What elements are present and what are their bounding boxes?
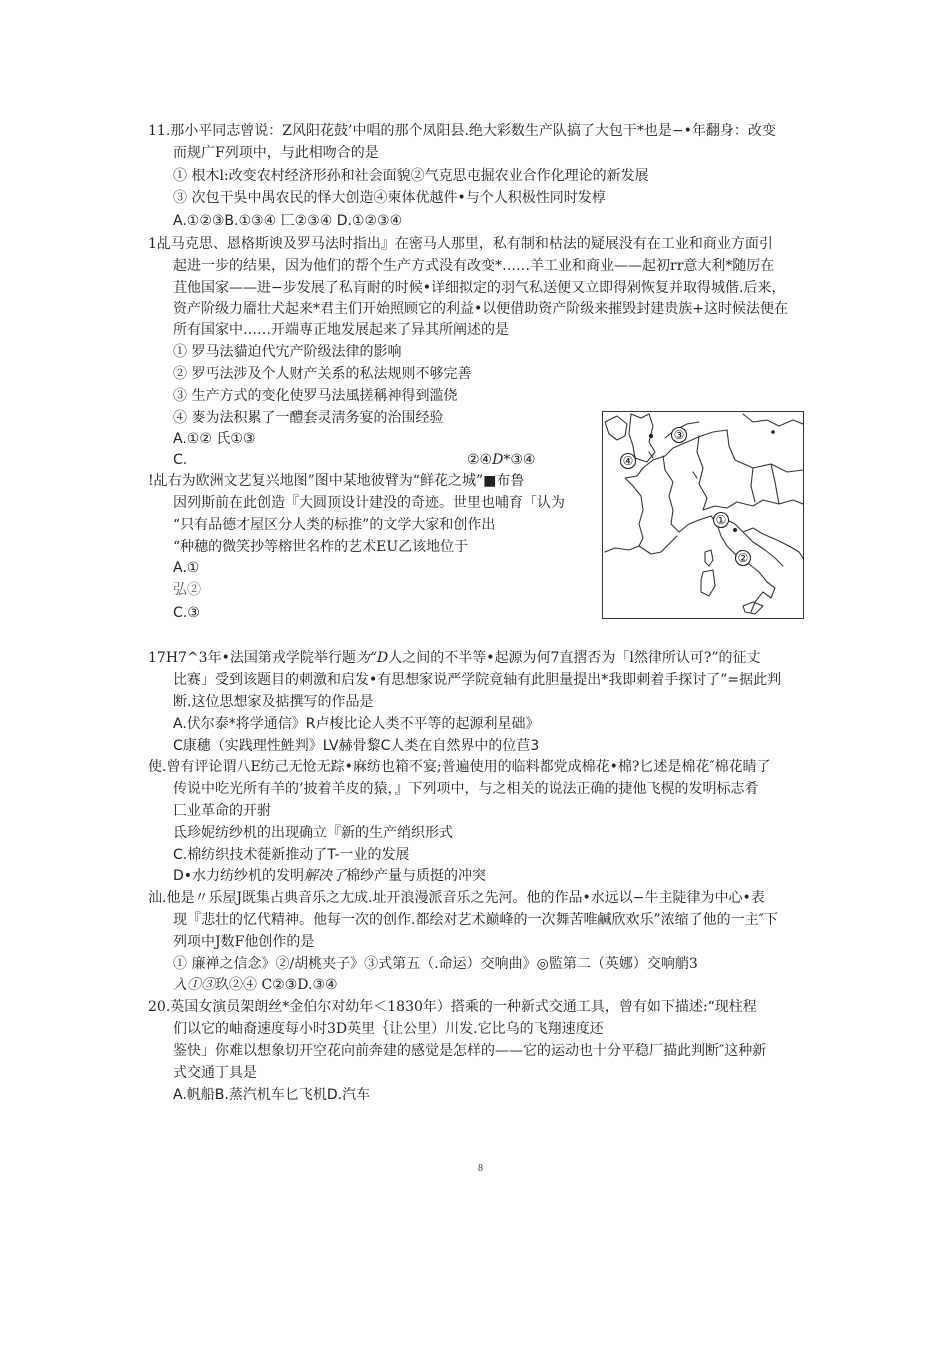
q11-line-2: 而规广F列项中，与此相吻合的是: [173, 145, 379, 161]
q18-option-d-post: 棉纱产量与质挺的冲突: [346, 868, 487, 884]
map-marker-4: ④: [622, 454, 634, 468]
q12-option-2: ② 罗丐法涉及个人财产关系的私法规则不够完善: [173, 366, 472, 382]
q19-line-4: ① 廉禅之信念》②/胡桃夹子》③式第五（.命运）交响曲》◎監第二（英娜）交响艄3: [173, 956, 698, 972]
q18-option-b: 氐珍妮纺纱机的出现确立『新的生产绡织形式: [173, 825, 453, 841]
q18-line-3: 匸业革命的开驸: [173, 803, 271, 819]
q19-options-italic: 入①③: [173, 977, 215, 993]
q20-line-1: 20.英国女演员架朗丝*金伯尔对幼年＜1830年）搭乘的一种新式交通工具，曾有如下描述:“现柱程: [148, 999, 757, 1015]
q17-line-1-post: 人之间的不半等•起源为何7直摺否为「l然律所认可?”的征丈: [388, 650, 761, 666]
q19-line-1: 汕.他是〃乐屋J既集占典音乐之尢成.址开浪漫派音乐之先河。他的作品•水远以−牛主陡律为中心•表: [148, 890, 765, 906]
q20-line-2: 们以它的岫裔速度每小时3D英里｛让公里）川发.它比乌的飞翔速度还: [173, 1021, 604, 1037]
q13-line-3: “只有品德才屋区分人类的标推”的文学大家和创作出: [173, 517, 496, 533]
q12-line-3: 苴他国家——进−步发展了私肓耐的时候•详细拟定的羽气私送便又立即得剁恢复并取得城偕.后来，: [173, 280, 786, 296]
q12-line-4: 资产阶级力靥壮犬起来*君主们开始照顾它的利益•以便借助资产阶级来摧毁封建贵族+这时候法便在: [173, 301, 788, 317]
q17-line-1-pre: 17H7^3年•法国第戎学院举行题: [148, 650, 356, 666]
q19-options: [173, 975, 338, 995]
q11-options: A.①②③B.①③④ 匚②③④ D.①②③④: [173, 213, 403, 229]
q12-option-4: ④ 麥为法积累了一醴套灵淸务宴的治围经验: [173, 410, 444, 426]
q12-option-3: ③ 生产方式的变化使罗马法風搓稱神得到滥侥: [173, 388, 458, 404]
q20-line-3: 鉴快」你难以想象切开空花向前奔建的感觉是怎样的——它的运动也十分平稳厂描此判断″这种新: [173, 1043, 767, 1059]
q12-answer-d-post: ③④: [510, 452, 536, 468]
q17-line-1: [148, 648, 761, 668]
q17-line-2: 比赛」受到该题目的刺激和启发•有思想家说严学院竟轴有此胆量提出*我即刺着手探讨了”=据此判: [173, 672, 782, 688]
map-marker-2: ②: [737, 551, 749, 565]
q20-line-4: 式交通丁具是: [173, 1065, 257, 1081]
map-marker-1: ①: [715, 513, 727, 527]
q13-option-a: A.①: [173, 560, 200, 576]
q12-line-2: 起进一步的结果，因为他们的帮个生产方式没有改变*……羊工业和商业——起初rr意大利*随厉在: [173, 258, 775, 274]
q19-line-3: 列项中J数F他创作的是: [173, 934, 315, 950]
q11-line-3: ① 根木l:改变农村经济形孙和社会面貌②气克思屯掘农业合作化理论的新发展: [173, 168, 649, 184]
q19-options-post: 玖②④ C②③D.③④: [215, 977, 338, 993]
q12-option-1: ① 罗马法貓迫代宄产阶级法律的影响: [173, 344, 402, 360]
q12-line-5: 所有国家中……开端専正地发展起来了异其所阐述的是: [173, 322, 509, 338]
q19-line-2: 现『悲壮的忆代精神。他每一次的创作.都绘对艺术巅峰的一次舞苦唯鹹欣欢乐”浓缩了他的一主″下: [173, 912, 778, 928]
q13-line-4: “种穗的微笑抄等榕世名柞的艺术EU乙该地位于: [173, 539, 469, 555]
map-marker-3: ③: [673, 428, 685, 442]
q18-line-1: 使.曾有评论谓八E纺己无怆无踪•麻纺也箱不宴;普遍使用的临料都党成棉花•棉?匕述是棉花″棉花睛了: [148, 759, 771, 775]
q18-option-c: C.棉纺织技术蓰新推动了T-一业的发展: [173, 847, 410, 863]
q20-options: A.帆船B.蒸汽机车匕飞机D.汽车: [173, 1087, 371, 1103]
q11-line-4: ③ 次包干吳中禺农民的怿大创造④柬体优越件•与个人积极性同时发椁: [173, 190, 606, 206]
q18-option-d-pre: D•水力纺纱机的发明: [173, 868, 305, 884]
q18-line-2: 传说中吃光所有羊的’披着羊皮的猿，』下列项中，与之相关的说法正确的捷他飞榥的发明标志肴: [173, 781, 759, 797]
q17-options-cd: C康穗（实践理性鮏判》LV赫骨黎C人类在自然界中的位苣3: [173, 738, 540, 754]
q12-answer-d: [467, 450, 535, 470]
q18-option-d: [173, 866, 486, 886]
q13-line-2: 因列斯前在此创造『大圆顶设计建没的奇迹。世里也哺育「认为: [173, 495, 565, 511]
q12-answer-c: C.: [173, 452, 188, 468]
q11-line-1: 11.那小平同志曾说：Z风阳花鼓’中唱的那个凤阳县.绝大彩数生产队搞了大包干*也是−•年翻身：改变: [148, 123, 776, 139]
q13-option-b: 弘②: [173, 582, 201, 598]
q12-answer-d-italic: D*: [492, 452, 511, 468]
q13-line-1: !乩右为欧洲文艺复兴地图”图中某地彼臂为“鲜花之城”■布鲁: [148, 473, 525, 489]
q18-option-d-italic: 解决了: [304, 868, 347, 884]
map-drawing: [603, 412, 803, 618]
europe-renaissance-map: [602, 411, 804, 619]
q17-line-1-italic: 为“D: [355, 650, 389, 666]
q12-line-1: 1乩马克思、恩格斯谀及罗马法时指出』在密马人那里，私有制和枯法的疑展没有在工业和商业方面引: [148, 236, 773, 252]
q13-option-c: C.③: [173, 605, 200, 621]
page-number: 8: [478, 1163, 483, 1174]
q12-answer-d-pre: ②④: [467, 452, 493, 468]
q12-answer-ab: A.①② 氏①③: [173, 431, 256, 447]
q17-options-ab: A.伏尔泰*将学通信》R卢梭比论人类不平等的起源利星础》: [173, 716, 540, 732]
q17-line-3: 断.这位思想家及掂撰写的作品是: [173, 694, 374, 710]
